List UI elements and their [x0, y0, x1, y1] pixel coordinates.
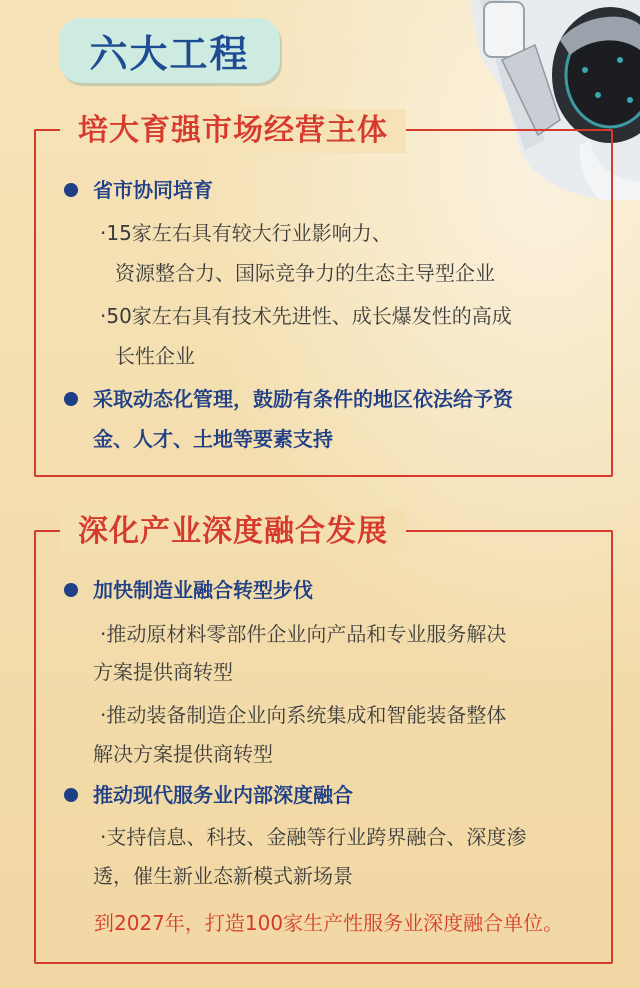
box1-sub2-line2: 长性企业	[115, 344, 195, 368]
box2-sub3-line2: 透，催生新业态新模式新场景	[93, 864, 353, 888]
section-title: 六大工程	[89, 32, 250, 76]
box1-sub1-line1: ·15家左右具有较大行业影响力、	[100, 221, 392, 245]
box2-footer: 到2027年，打造100家生产性服务业深度融合单位。	[94, 911, 564, 935]
box2-bullet1: 加快制造业融合转型步伐	[93, 578, 313, 602]
bullet-dot	[64, 788, 78, 802]
box1-title: 培大育强市场经营主体	[60, 109, 406, 153]
box2-sub2-line1: ·推动装备制造企业向系统集成和智能装备整体	[100, 703, 507, 727]
box1-bullet2-line2: 金、人才、土地等要素支持	[93, 427, 333, 451]
box1-bullet1: 省市协同培育	[93, 178, 213, 202]
box2-sub3-line1: ·支持信息、科技、金融等行业跨界融合、深度渗	[100, 825, 527, 849]
bullet-dot	[64, 392, 78, 406]
box1-sub2-line1: ·50家左右具有技术先进性、成长爆发性的高成	[100, 304, 512, 328]
box1-bullet2-line1: 采取动态化管理，鼓励有条件的地区依法给予资	[93, 387, 513, 411]
project-box-2	[34, 514, 613, 964]
section-title-pill	[59, 18, 280, 83]
box1-sub1-line2: 资源整合力、国际竞争力的生态主导型企业	[115, 261, 495, 285]
project-box-1	[34, 113, 613, 477]
box2-sub1-line2: 方案提供商转型	[93, 660, 233, 684]
box2-title: 深化产业深度融合发展	[60, 510, 406, 554]
bullet-dot	[64, 583, 78, 597]
box2-sub1-line1: ·推动原材料零部件企业向产品和专业服务解决	[100, 622, 507, 646]
bullet-dot	[64, 183, 78, 197]
box2-sub2-line2: 解决方案提供商转型	[93, 742, 273, 766]
box2-bullet2: 推动现代服务业内部深度融合	[93, 783, 353, 807]
